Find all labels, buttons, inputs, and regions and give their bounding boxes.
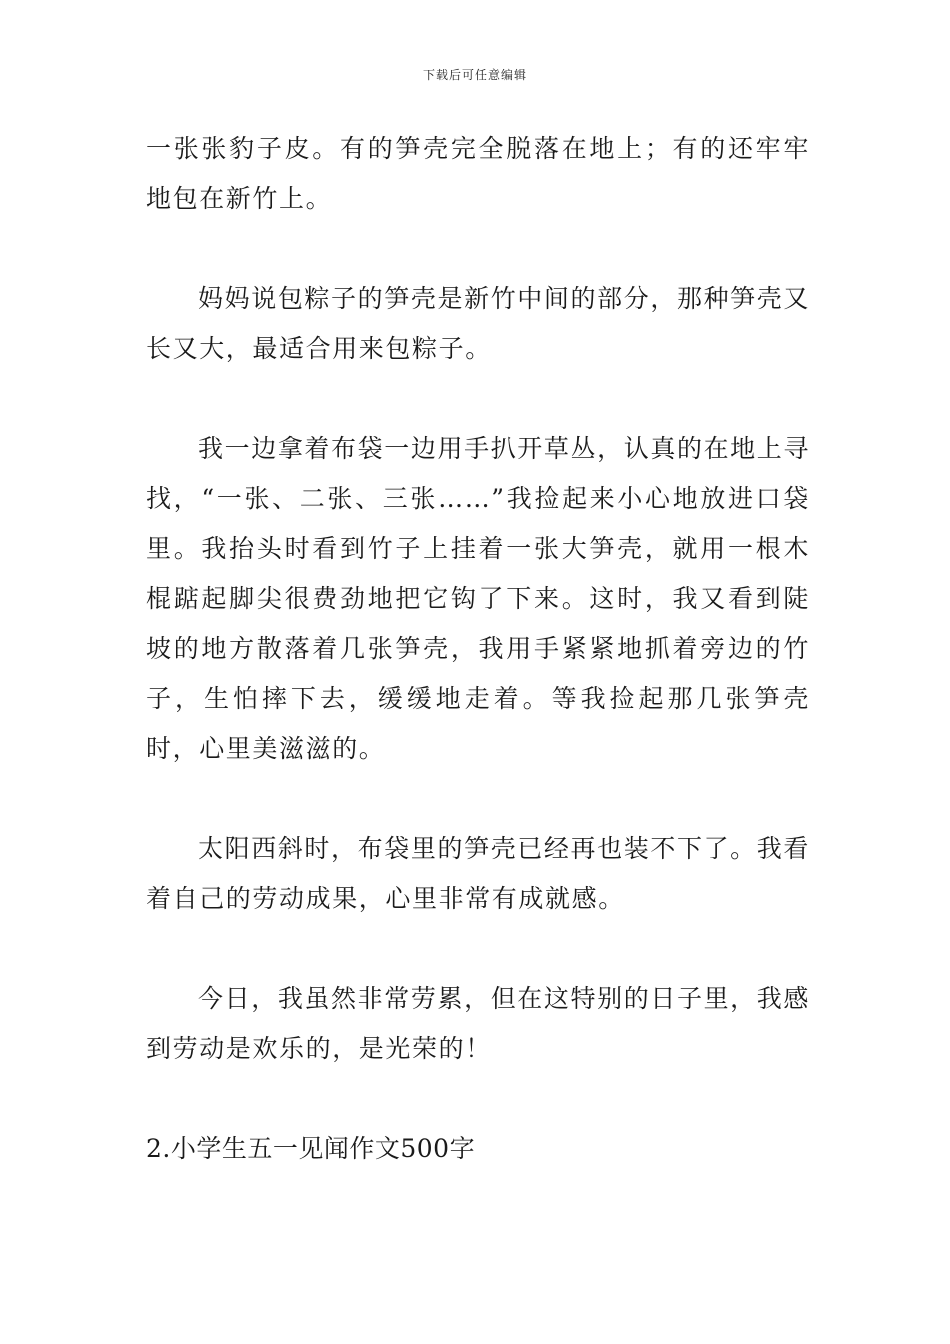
paragraph-3: 我一边拿着布袋一边用手扒开草丛，认真的在地上寻找，“一张、二张、三张……”我捡起来小心地放进口袋里。我抬头时看到竹子上挂着一张大笋壳，就用一根木棍踮起脚尖很费劲地把它钩了下来。这时，我又看到陡坡的地方散落着几张笋壳，我用手紧紧地抓着旁边的竹子，生怕摔下去，缓缓地走着。等我捡起那几张笋壳时，心里美滋滋的。	[146, 434, 810, 763]
paragraph-spacer	[146, 774, 810, 824]
section-heading: 2.小学生五一见闻作文500字	[146, 1134, 476, 1163]
page-header-note: 下载后可任意编辑	[422, 68, 527, 82]
paragraph-1: 一张张豹子皮。有的笋壳完全脱落在地上；有的还牢牢地包在新竹上。	[146, 134, 810, 213]
paragraph-spacer	[146, 224, 810, 274]
paragraph-4: 太阳西斜时，布袋里的笋壳已经再也装不下了。我看着自己的劳动成果，心里非常有成就感。	[146, 834, 810, 913]
paragraph-spacer	[146, 1074, 810, 1124]
paragraph-spacer	[146, 924, 810, 974]
paragraph-5: 今日，我虽然非常劳累，但在这特别的日子里，我感到劳动是欢乐的，是光荣的！	[146, 984, 810, 1063]
paragraph-spacer	[146, 374, 810, 424]
paragraph-2: 妈妈说包粽子的笋壳是新竹中间的部分，那种笋壳又长又大，最适合用来包粽子。	[146, 284, 810, 363]
document-body	[146, 124, 810, 1174]
